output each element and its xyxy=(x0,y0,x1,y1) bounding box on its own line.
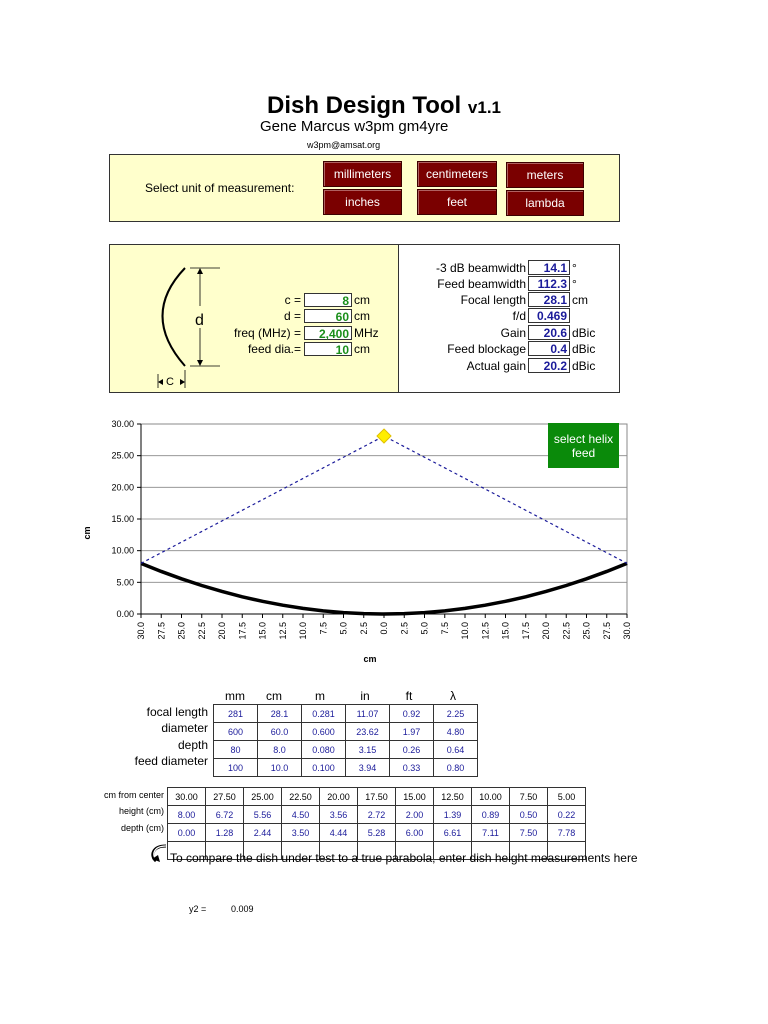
gain-unit: dBic xyxy=(572,326,596,340)
row-label-depth: depth xyxy=(177,738,208,752)
table-cell: 6.61 xyxy=(434,824,472,842)
output-label-feed-beamwidth: Feed beamwidth xyxy=(437,277,526,291)
feed-blockage-unit: dBic xyxy=(572,342,596,356)
x-tick-label: 5.0 xyxy=(419,622,430,635)
x-tick-label: 10.0 xyxy=(460,622,470,640)
row-label-diameter: diameter xyxy=(161,721,208,735)
table-cell: 22.50 xyxy=(282,788,320,806)
gain-value: 20.6 xyxy=(528,325,570,340)
table-cell: 1.97 xyxy=(390,723,434,741)
table-cell: 8.0 xyxy=(258,741,302,759)
table-row xyxy=(214,759,478,777)
table-cell: 7.50 xyxy=(510,824,548,842)
y2-value: 0.009 xyxy=(231,904,254,914)
y-axis-ticks xyxy=(111,419,141,619)
dish-profile-line xyxy=(141,563,627,614)
y-tick-label: 20.00 xyxy=(111,482,134,493)
beamwidth-value: 14.1 xyxy=(528,260,570,275)
table-cell: 12.50 xyxy=(434,788,472,806)
row-label-depth-cm: depth (cm) xyxy=(120,823,164,833)
table-row xyxy=(168,824,586,842)
x-tick-label: 25.0 xyxy=(581,622,592,640)
table-cell: 3.56 xyxy=(320,806,358,824)
table-row xyxy=(168,806,586,824)
table-cell: 60.0 xyxy=(258,723,302,741)
conversion-table xyxy=(213,704,478,777)
profile-table xyxy=(167,787,586,860)
x-tick-label: 12.5 xyxy=(277,622,288,640)
x-axis-ticks xyxy=(136,614,632,640)
row-label-feed-diameter: feed diameter xyxy=(134,754,208,768)
table-cell: 0.33 xyxy=(390,759,434,777)
table-cell: 5.00 xyxy=(548,788,586,806)
x-tick-label: 0.0 xyxy=(379,622,389,635)
table-row xyxy=(214,705,478,723)
feed-dia-input[interactable]: 10 xyxy=(304,342,352,356)
inches-button[interactable]: inches xyxy=(323,189,402,215)
col-header-lambda: λ xyxy=(450,689,456,703)
table-cell: 30.00 xyxy=(168,788,206,806)
table-cell: 2.44 xyxy=(244,824,282,842)
table-row xyxy=(214,741,478,759)
table-cell: 25.00 xyxy=(244,788,282,806)
col-header-cm: cm xyxy=(266,689,282,703)
actual-gain-unit: dBic xyxy=(572,359,596,373)
x-tick-label: 27.5 xyxy=(601,622,612,640)
table-cell: 0.89 xyxy=(472,806,510,824)
x-tick-label: 30.0 xyxy=(622,622,632,640)
table-cell: 7.50 xyxy=(510,788,548,806)
x-tick-label: 17.5 xyxy=(520,622,531,640)
table-cell: 0.080 xyxy=(302,741,346,759)
x-tick-label: 27.5 xyxy=(156,622,167,640)
table-cell: 4.50 xyxy=(282,806,320,824)
y-axis-label: cm xyxy=(82,526,92,540)
table-cell: 0.00 xyxy=(168,824,206,842)
x-tick-label: 2.5 xyxy=(358,622,369,635)
conversion-table-header xyxy=(218,688,474,704)
focal-length-value: 28.1 xyxy=(528,292,570,307)
freq-unit: MHz xyxy=(354,326,379,340)
table-cell: 281 xyxy=(214,705,258,723)
input-label-feed: feed dia.= xyxy=(247,342,301,356)
x-tick-label: 20.0 xyxy=(217,622,227,640)
table-cell: 2.25 xyxy=(434,705,478,723)
table-cell: 600 xyxy=(214,723,258,741)
table-cell: 0.100 xyxy=(302,759,346,777)
table-cell: 20.00 xyxy=(320,788,358,806)
table-cell: 1.28 xyxy=(206,824,244,842)
input-label-c: c = xyxy=(284,293,301,307)
y-tick-label: 10.00 xyxy=(111,545,134,556)
c-unit: cm xyxy=(354,293,370,307)
focal-length-unit: cm xyxy=(572,293,588,307)
x-tick-label: 17.5 xyxy=(237,622,248,640)
table-cell: 10.0 xyxy=(258,759,302,777)
table-cell: 0.26 xyxy=(390,741,434,759)
table-cell: 4.44 xyxy=(320,824,358,842)
d-label: d xyxy=(195,312,204,329)
table-cell: 2.00 xyxy=(396,806,434,824)
profile-table-note: To compare the dish under test to a true parabola, enter dish height measurements here xyxy=(170,851,638,865)
feed-beamwidth-unit: ° xyxy=(572,277,577,291)
x-tick-label: 15.0 xyxy=(257,622,268,640)
table-cell: 100 xyxy=(214,759,258,777)
table-cell: 0.600 xyxy=(302,723,346,741)
col-header-ft: ft xyxy=(405,689,413,703)
table-cell: 80 xyxy=(214,741,258,759)
output-label-focal-length: Focal length xyxy=(460,293,526,307)
dish-curve xyxy=(163,268,186,366)
x-tick-label: 15.0 xyxy=(500,622,511,640)
focal-point-marker xyxy=(377,429,391,443)
fd-value: 0.469 xyxy=(528,308,570,323)
freq-input[interactable]: 2,400 xyxy=(304,326,352,340)
x-tick-label: 12.5 xyxy=(480,622,491,640)
feet-button[interactable]: feet xyxy=(417,189,497,215)
table-cell: 10.00 xyxy=(472,788,510,806)
input-label-freq: freq (MHz) = xyxy=(233,326,301,340)
row-label-height: height (cm) xyxy=(118,806,164,816)
x-axis-label: cm xyxy=(363,654,377,664)
d-input[interactable]: 60 xyxy=(304,309,352,323)
beamwidth-unit: ° xyxy=(572,261,577,275)
table-cell: 2.72 xyxy=(358,806,396,824)
version-label: v1.1 xyxy=(467,98,501,117)
output-label-actual-gain: Actual gain xyxy=(466,359,526,373)
table-cell: 3.94 xyxy=(346,759,390,777)
table-cell: 5.28 xyxy=(358,824,396,842)
x-tick-label: 10.0 xyxy=(298,622,308,640)
feed-dia-unit: cm xyxy=(354,342,370,356)
author-label: Gene Marcus w3pm gm4yre xyxy=(260,118,449,135)
table-cell: 1.39 xyxy=(434,806,472,824)
table-cell: 6.72 xyxy=(206,806,244,824)
table-cell: 5.56 xyxy=(244,806,282,824)
table-cell: 11.07 xyxy=(346,705,390,723)
x-tick-label: 30.0 xyxy=(136,622,146,640)
row-label-cm-from-center: cm from center xyxy=(103,790,164,800)
table-cell: 0.50 xyxy=(510,806,548,824)
x-tick-label: 25.0 xyxy=(176,622,187,640)
arrow-up-icon xyxy=(197,268,203,274)
col-header-mm: mm xyxy=(225,689,245,703)
actual-gain-value: 20.2 xyxy=(528,358,570,373)
arrow-down-icon xyxy=(197,360,203,366)
c-label: C xyxy=(166,376,174,388)
table-cell: 15.00 xyxy=(396,788,434,806)
row-label-focal-length: focal length xyxy=(146,705,208,719)
output-label-fd: f/d xyxy=(512,309,526,323)
y-tick-label: 30.00 xyxy=(111,419,134,429)
page-title xyxy=(0,92,768,120)
output-label-beamwidth: -3 dB beamwidth xyxy=(435,261,526,275)
table-cell: 23.62 xyxy=(346,723,390,741)
arrow-right-icon xyxy=(180,379,185,385)
x-tick-label: 2.5 xyxy=(399,622,410,635)
output-label-gain: Gain xyxy=(500,326,526,340)
x-tick-label: 20.0 xyxy=(541,622,551,640)
table-cell: 7.78 xyxy=(548,824,586,842)
table-cell: 28.1 xyxy=(258,705,302,723)
table-cell: 7.11 xyxy=(472,824,510,842)
email-label: w3pm@amsat.org xyxy=(307,140,381,150)
y-tick-label: 0.00 xyxy=(116,609,134,619)
output-label-feed-blockage: Feed blockage xyxy=(447,342,526,356)
table-cell: 0.22 xyxy=(548,806,586,824)
x-tick-label: 22.5 xyxy=(561,622,572,640)
x-tick-label: 7.5 xyxy=(318,622,329,635)
y-tick-label: 25.00 xyxy=(111,450,134,461)
millimeters-button[interactable]: millimeters xyxy=(323,161,402,187)
meters-button[interactable]: meters xyxy=(506,162,584,188)
table-cell: 4.80 xyxy=(434,723,478,741)
table-cell: 0.64 xyxy=(434,741,478,759)
feed-blockage-value: 0.4 xyxy=(528,341,570,356)
col-header-in: in xyxy=(360,689,370,703)
y-tick-label: 15.00 xyxy=(111,514,134,524)
lambda-button[interactable]: lambda xyxy=(506,190,584,216)
table-cell: 3.50 xyxy=(282,824,320,842)
x-tick-label: 5.0 xyxy=(338,622,349,635)
c-input[interactable]: 8 xyxy=(304,293,352,307)
table-cell: 6.00 xyxy=(396,824,434,842)
unit-prompt: Select unit of measurement: xyxy=(145,181,295,195)
table-cell: 3.15 xyxy=(346,741,390,759)
title-text: Dish Design Tool xyxy=(267,92,462,119)
table-row xyxy=(214,723,478,741)
col-header-m: m xyxy=(315,689,325,703)
table-row xyxy=(168,788,586,806)
helix-button-label: select helix feed xyxy=(553,431,614,460)
d-unit: cm xyxy=(354,309,370,323)
table-cell: 0.80 xyxy=(434,759,478,777)
curved-arrow-icon xyxy=(148,842,170,864)
table-cell: 17.50 xyxy=(358,788,396,806)
x-tick-label: 22.5 xyxy=(196,622,207,640)
y-tick-label: 5.00 xyxy=(116,577,134,588)
feed-beamwidth-value: 112.3 xyxy=(528,276,570,291)
arrow-left-icon xyxy=(158,379,163,385)
y2-label: y2 = xyxy=(189,904,207,914)
table-cell: 8.00 xyxy=(168,806,206,824)
x-tick-label: 7.5 xyxy=(439,622,450,635)
input-label-d: d = xyxy=(283,309,301,323)
table-cell: 27.50 xyxy=(206,788,244,806)
table-cell: 0.92 xyxy=(390,705,434,723)
centimeters-button[interactable]: centimeters xyxy=(417,161,497,187)
select-helix-feed-button[interactable] xyxy=(548,423,619,468)
table-cell: 0.281 xyxy=(302,705,346,723)
